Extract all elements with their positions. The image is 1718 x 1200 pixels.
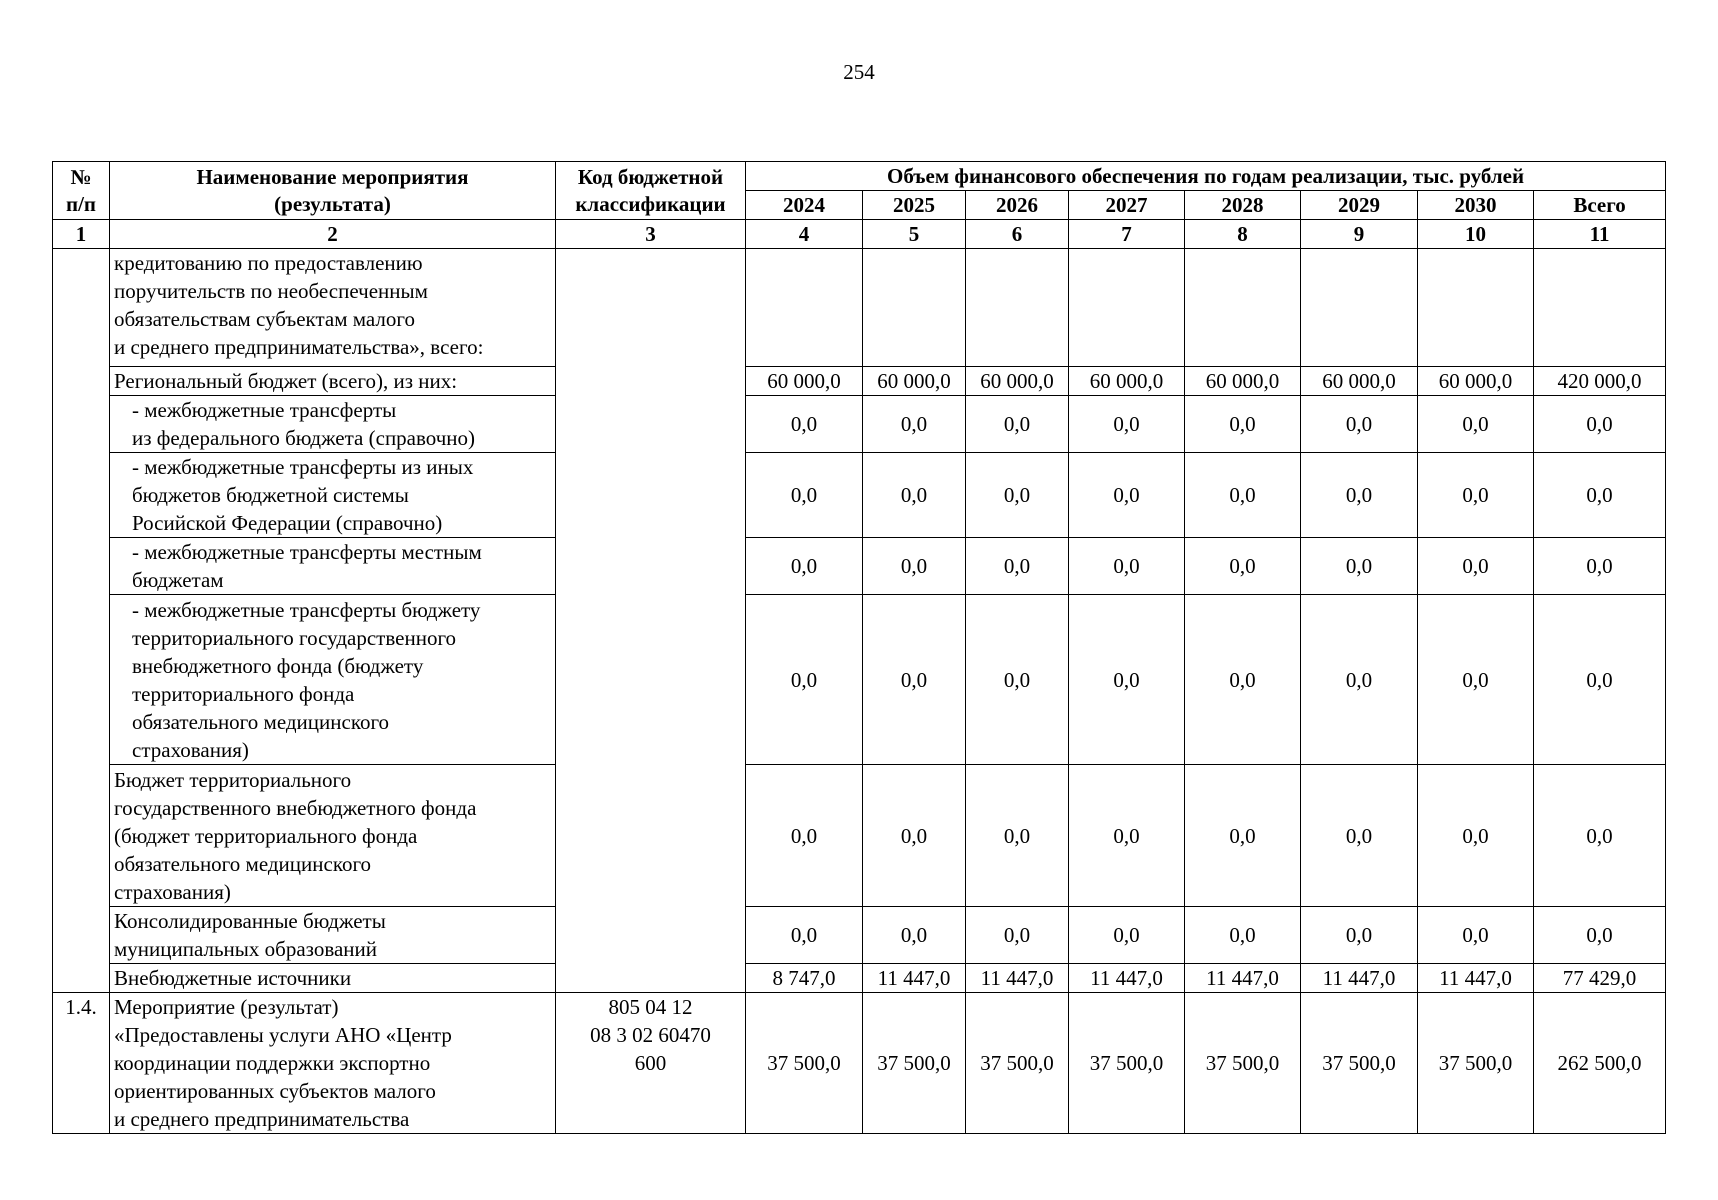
value-cell: 0,0 — [1534, 396, 1666, 453]
header-year: 2025 — [863, 191, 966, 220]
value-cell: 0,0 — [1534, 453, 1666, 538]
budget-code-cell: 805 04 12 08 3 02 60470 600 — [556, 993, 746, 1134]
value-cell: 37 500,0 — [863, 993, 966, 1134]
value-cell: 37 500,0 — [966, 993, 1069, 1134]
activity-name-cell: - межбюджетные трансферты из федерального бюджета (справочно) — [110, 396, 556, 453]
value-cell: 0,0 — [746, 595, 863, 765]
header-year: 2026 — [966, 191, 1069, 220]
column-number: 3 — [556, 220, 746, 249]
value-cell: 37 500,0 — [1301, 993, 1418, 1134]
header-name: Наименование мероприятия (результата) — [110, 162, 556, 220]
value-cell: 0,0 — [966, 595, 1069, 765]
value-cell: 0,0 — [1185, 765, 1301, 907]
value-cell: 0,0 — [863, 907, 966, 964]
value-cell: 0,0 — [1185, 538, 1301, 595]
table-row — [53, 964, 1666, 993]
table-body — [53, 249, 1666, 1134]
column-number: 10 — [1418, 220, 1534, 249]
value-cell: 0,0 — [1185, 595, 1301, 765]
value-cell: 0,0 — [966, 765, 1069, 907]
header-year: 2024 — [746, 191, 863, 220]
value-cell: 0,0 — [1534, 907, 1666, 964]
value-cell: 0,0 — [1185, 907, 1301, 964]
budget-code-cell — [556, 249, 746, 993]
table-row — [53, 538, 1666, 595]
column-number: 4 — [746, 220, 863, 249]
financing-table — [52, 161, 1666, 1134]
value-cell: 0,0 — [863, 396, 966, 453]
value-cell: 0,0 — [1069, 765, 1185, 907]
value-cell — [746, 249, 863, 367]
value-cell: 0,0 — [746, 907, 863, 964]
value-cell: 420 000,0 — [1534, 367, 1666, 396]
value-cell: 11 447,0 — [863, 964, 966, 993]
value-cell: 77 429,0 — [1534, 964, 1666, 993]
value-cell: 0,0 — [863, 538, 966, 595]
table-row — [53, 765, 1666, 907]
header-year: 2028 — [1185, 191, 1301, 220]
value-cell: 0,0 — [1418, 765, 1534, 907]
header-row-1 — [53, 162, 1666, 191]
table-row — [53, 453, 1666, 538]
value-cell: 60 000,0 — [1185, 367, 1301, 396]
column-number: 7 — [1069, 220, 1185, 249]
table-row — [53, 993, 1666, 1134]
column-number: 8 — [1185, 220, 1301, 249]
value-cell: 37 500,0 — [1185, 993, 1301, 1134]
value-cell — [966, 249, 1069, 367]
value-cell: 0,0 — [1069, 538, 1185, 595]
value-cell: 60 000,0 — [1301, 367, 1418, 396]
row-number-cell — [53, 249, 110, 993]
value-cell: 0,0 — [1185, 453, 1301, 538]
value-cell: 0,0 — [1534, 765, 1666, 907]
value-cell: 60 000,0 — [966, 367, 1069, 396]
value-cell: 0,0 — [746, 765, 863, 907]
value-cell: 0,0 — [1301, 396, 1418, 453]
value-cell — [1185, 249, 1301, 367]
value-cell: 37 500,0 — [1418, 993, 1534, 1134]
value-cell: 60 000,0 — [1069, 367, 1185, 396]
value-cell: 0,0 — [746, 396, 863, 453]
value-cell: 0,0 — [966, 453, 1069, 538]
activity-name-cell: - межбюджетные трансферты бюджету территориального государственного внебюджетного фонда (бюджету территориального фонда обязательного медицинского страхования) — [110, 595, 556, 765]
column-number: 6 — [966, 220, 1069, 249]
column-numbers-row — [53, 220, 1666, 249]
value-cell: 0,0 — [1069, 396, 1185, 453]
value-cell: 0,0 — [966, 396, 1069, 453]
activity-name-cell: Бюджет территориального государственного внебюджетного фонда (бюджет территориального фонда обязательного медицинского страхования) — [110, 765, 556, 907]
value-cell — [1418, 249, 1534, 367]
value-cell: 11 447,0 — [1301, 964, 1418, 993]
value-cell: 11 447,0 — [1069, 964, 1185, 993]
value-cell: 8 747,0 — [746, 964, 863, 993]
value-cell: 0,0 — [1069, 453, 1185, 538]
header-code: Код бюджетной классификации — [556, 162, 746, 220]
header-year: 2027 — [1069, 191, 1185, 220]
value-cell: 0,0 — [1301, 765, 1418, 907]
row-number-cell: 1.4. — [53, 993, 110, 1134]
value-cell: 0,0 — [1069, 907, 1185, 964]
activity-name-cell: Мероприятие (результат) «Предоставлены услуги АНО «Центр координации поддержки экспортно ориентированных субъектов малого и среднего предпринимательства — [110, 993, 556, 1134]
value-cell: 0,0 — [746, 453, 863, 538]
value-cell: 11 447,0 — [1185, 964, 1301, 993]
table-row — [53, 249, 1666, 367]
activity-name-cell: кредитованию по предоставлению поручительств по необеспеченным обязательствам субъектам малого и среднего предпринимательства», всего: — [110, 249, 556, 367]
value-cell: 60 000,0 — [863, 367, 966, 396]
value-cell: 37 500,0 — [1069, 993, 1185, 1134]
value-cell: 0,0 — [1418, 595, 1534, 765]
activity-name-cell: - межбюджетные трансферты из иных бюджетов бюджетной системы Росийской Федерации (справочно) — [110, 453, 556, 538]
value-cell: 0,0 — [1301, 538, 1418, 595]
column-number: 11 — [1534, 220, 1666, 249]
activity-name-cell: - межбюджетные трансферты местным бюджетам — [110, 538, 556, 595]
activity-name-cell: Региональный бюджет (всего), из них: — [110, 367, 556, 396]
column-number: 5 — [863, 220, 966, 249]
value-cell: 0,0 — [1534, 595, 1666, 765]
table-row — [53, 907, 1666, 964]
header-num: № п/п — [53, 162, 110, 220]
value-cell: 262 500,0 — [1534, 993, 1666, 1134]
value-cell: 0,0 — [1418, 907, 1534, 964]
page-number: 254 — [843, 60, 875, 84]
value-cell — [863, 249, 966, 367]
table-row — [53, 367, 1666, 396]
value-cell: 0,0 — [863, 453, 966, 538]
header-year: 2029 — [1301, 191, 1418, 220]
value-cell: 0,0 — [1069, 595, 1185, 765]
value-cell: 0,0 — [863, 765, 966, 907]
value-cell — [1301, 249, 1418, 367]
value-cell: 0,0 — [1418, 538, 1534, 595]
value-cell: 0,0 — [1418, 396, 1534, 453]
column-number: 1 — [53, 220, 110, 249]
value-cell: 60 000,0 — [1418, 367, 1534, 396]
value-cell: 0,0 — [966, 907, 1069, 964]
value-cell — [1069, 249, 1185, 367]
value-cell: 0,0 — [1534, 538, 1666, 595]
header-volume: Объем финансового обеспечения по годам реализации, тыс. рублей — [746, 162, 1666, 191]
column-number: 2 — [110, 220, 556, 249]
table-row — [53, 396, 1666, 453]
value-cell: 0,0 — [966, 538, 1069, 595]
value-cell: 0,0 — [746, 538, 863, 595]
value-cell: 0,0 — [1301, 907, 1418, 964]
value-cell — [1534, 249, 1666, 367]
value-cell: 0,0 — [1185, 396, 1301, 453]
value-cell: 0,0 — [863, 595, 966, 765]
value-cell: 60 000,0 — [746, 367, 863, 396]
column-number: 9 — [1301, 220, 1418, 249]
header-year: Всего — [1534, 191, 1666, 220]
value-cell: 11 447,0 — [966, 964, 1069, 993]
value-cell: 37 500,0 — [746, 993, 863, 1134]
value-cell: 0,0 — [1418, 453, 1534, 538]
value-cell: 0,0 — [1301, 595, 1418, 765]
value-cell: 0,0 — [1301, 453, 1418, 538]
activity-name-cell: Внебюджетные источники — [110, 964, 556, 993]
activity-name-cell: Консолидированные бюджеты муниципальных образований — [110, 907, 556, 964]
table-row — [53, 595, 1666, 765]
header-year: 2030 — [1418, 191, 1534, 220]
value-cell: 11 447,0 — [1418, 964, 1534, 993]
